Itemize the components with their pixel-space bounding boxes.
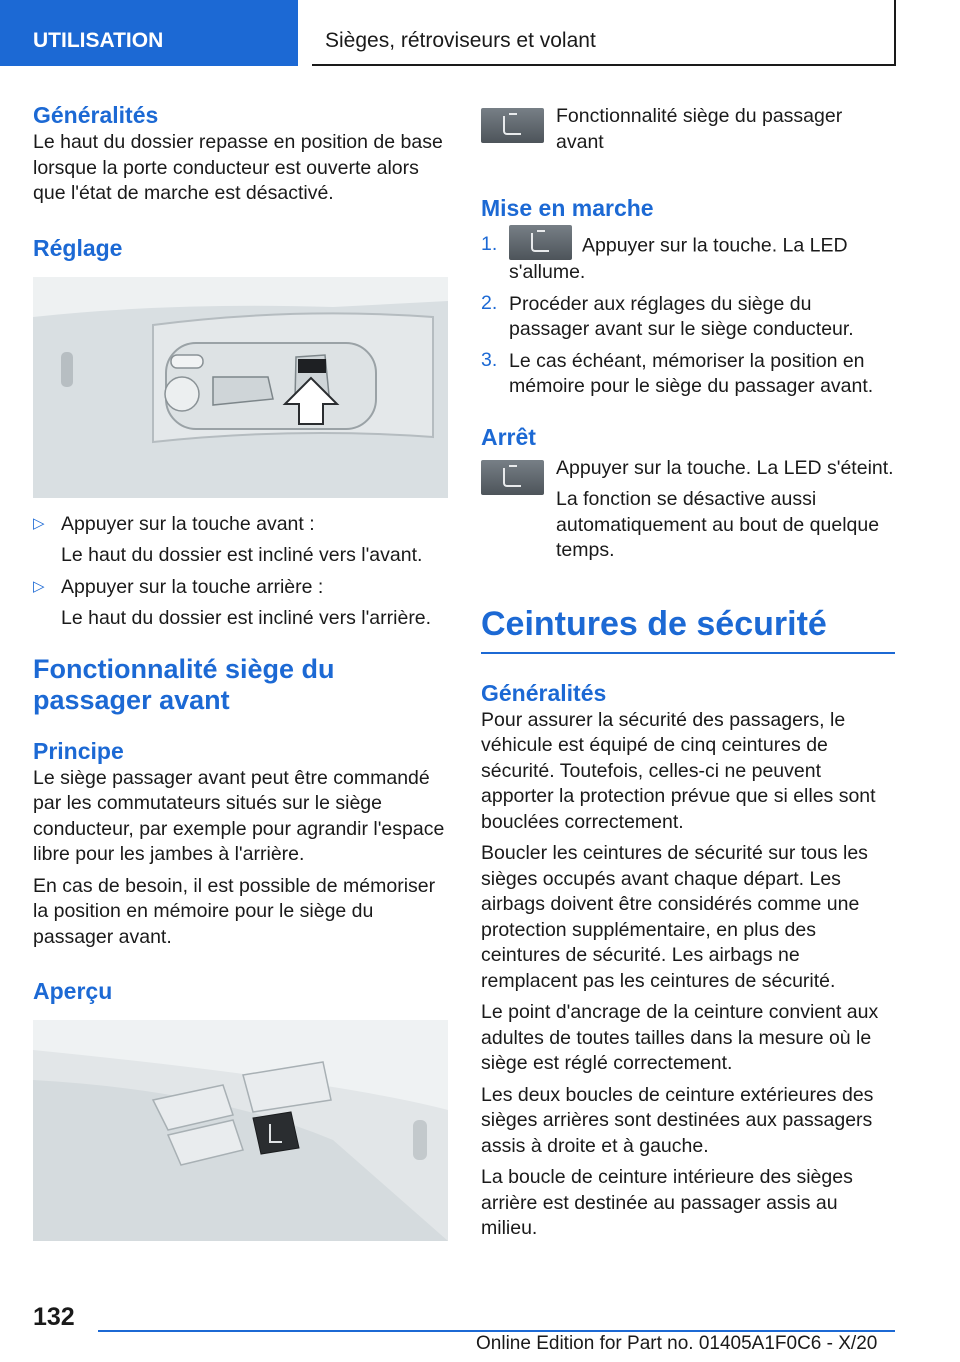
paragraph: Boucler les ceintures de sécurité sur tous les sièges occupés avant chaque départ. Les airbags doivent être considérés comme une protection supplémentaire, en plus des ceintures de sécurité. Les airbags ne remplacent pas les ceintures de sécurité.	[481, 842, 868, 992]
header-chapter-box	[312, 0, 896, 66]
heading-reglage: Réglage	[33, 234, 123, 261]
photo-seat-controls	[33, 277, 448, 498]
step-text: Procéder aux réglages du siège du passager avant sur le siège conducteur.	[509, 292, 854, 340]
paragraph: Pour assurer la sécurité des passagers, le véhicule est équipé de cinq ceintures de sécurité. Toutefois, celles-ci ne peuvent apporter la protection prévue que si elles sont bouclées correctement.	[481, 708, 876, 833]
seat-controls-illustration	[33, 277, 448, 498]
bullet-label: Appuyer sur la touche avant :	[61, 512, 315, 535]
heading-ceintures: Ceintures de sécurité	[481, 604, 895, 654]
passenger-seat-button-icon	[481, 460, 544, 495]
paragraph: Les deux boucles de ceinture extérieures des sièges arrières sont destinées aux passagers assis à droite et à gauche.	[481, 1083, 874, 1157]
seat-overview-illustration	[33, 1020, 448, 1241]
footer-rule	[98, 1330, 895, 1332]
icon-caption: Fonctionnalité siège du passager avant	[556, 105, 843, 153]
bullet-triangle-icon: ▷	[33, 577, 45, 595]
header-section-tab	[0, 0, 298, 66]
bullet-rear-button	[33, 575, 448, 632]
heading-generalites: Généralités	[33, 102, 159, 128]
heading-generalites-ceintures: Généralités	[481, 679, 607, 706]
page-number: 132	[33, 1303, 75, 1331]
bullet-detail: Le haut du dossier est incliné vers l'arrière.	[61, 607, 432, 629]
left-column	[33, 100, 448, 1241]
step-number: 2.	[481, 291, 498, 314]
heading-apercu: Aperçu	[33, 978, 113, 1004]
right-column	[481, 100, 895, 1248]
text-generalites: Le haut du dossier repasse en position de base lorsque la porte conducteur est ouverte alors que l'état de marche est désactivé.	[33, 131, 443, 204]
step-text: Appuyer sur la touche. La LED s'allume.	[509, 234, 848, 283]
bullet-triangle-icon: ▷	[33, 514, 45, 532]
step-2	[481, 292, 895, 343]
arret-text-2: La fonction se désactive aussi automatiquement au bout de quelque temps.	[556, 488, 880, 561]
step-3	[481, 349, 895, 400]
bullet-detail: Le haut du dossier est incliné vers l'avant.	[61, 544, 423, 566]
heading-mise-en-marche: Mise en marche	[481, 195, 654, 221]
step-number: 1.	[481, 233, 498, 255]
heading-fonction-passager: Fonctionnalité siège du passager avant	[33, 653, 335, 715]
arret-text-1: Appuyer sur la touche. La LED s'éteint.	[556, 456, 894, 479]
paragraph: La boucle de ceinture intérieure des sièges arrière est destinée au passager assis au milieu.	[481, 1166, 853, 1239]
arret-row	[481, 456, 895, 570]
footer-edition: Online Edition for Part no. 01405A1F0C6 - X/20	[476, 1333, 878, 1354]
heading-arret: Arrêt	[481, 423, 536, 450]
step-number: 3.	[481, 348, 498, 371]
bullet-front-button	[33, 512, 448, 569]
bullet-label: Appuyer sur la touche arrière :	[61, 575, 324, 598]
text-principe-1: Le siège passager avant peut être commandé par les commutateurs situés sur le siège conducteur, par exemple pour agrandir l'espace libre pour les jambes à l'arrière.	[33, 766, 445, 865]
passenger-seat-button-icon	[509, 225, 572, 260]
step-1	[481, 233, 895, 286]
step-text: Le cas échéant, mémoriser la position en mémoire pour le siège du passager avant.	[509, 349, 874, 397]
passenger-seat-button-icon	[481, 108, 544, 143]
icon-caption-row	[481, 100, 895, 161]
heading-principe: Principe	[33, 737, 124, 764]
paragraph: Le point d'ancrage de la ceinture convient aux adultes de toutes tailles dans la mesure où le siège est réglé correctement.	[481, 1001, 879, 1074]
photo-seat-overview	[33, 1020, 448, 1241]
text-principe-2: En cas de besoin, il est possible de mémoriser la position en mémoire pour le siège du passager avant.	[33, 874, 436, 948]
header-chapter-label: Sièges, rétroviseurs et volant	[325, 29, 596, 52]
header-section-label: UTILISATION	[33, 29, 164, 52]
